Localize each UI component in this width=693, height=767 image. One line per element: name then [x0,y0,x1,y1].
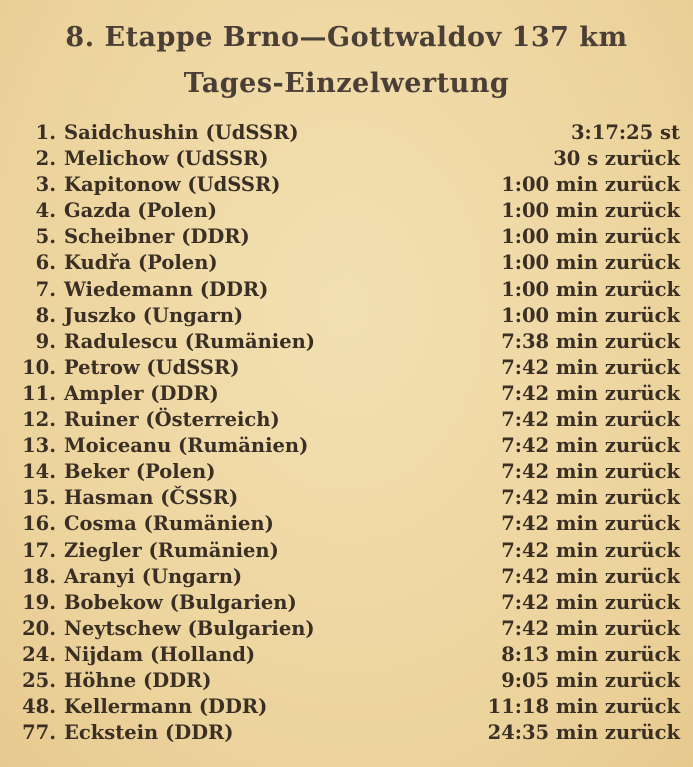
time-gap: 1:00 min zurück [501,199,680,223]
list-item [20,355,680,381]
time-gap: 11:18 min zurück [487,695,680,719]
rider-name: Kudřa (Polen) [64,251,218,275]
rank-number: 19. [22,590,56,614]
page-title: 8. Etappe Brno—Gottwaldov 137 km [65,22,628,53]
list-item [20,694,680,720]
list-item [20,642,680,668]
time-gap: 1:00 min zurück [501,173,680,197]
list-item [20,303,680,329]
list-item [20,329,680,355]
rider-name: Radulescu (Rumänien) [64,329,316,353]
rider-name: Neytschew (Bulgarien) [64,616,315,640]
rank-number: 18. [22,564,56,588]
time-gap: 30 s zurück [553,147,680,171]
time-gap: 9:05 min zurück [501,668,680,692]
rider-name: Saidchushin (UdSSR) [64,121,299,144]
list-item [20,250,680,276]
list-item [20,459,680,485]
rank-number: 17. [22,538,56,562]
rank-number: 9. [35,329,56,353]
rank-number: 7. [35,277,56,301]
rank-number: 14. [22,460,56,484]
rider-name: Aranyi (Ungarn) [64,564,243,588]
time-gap: 7:42 min zurück [501,564,680,588]
rank-number: 48. [22,695,56,719]
rider-name: Eckstein (DDR) [64,721,234,745]
time-gap: 1:00 min zurück [501,303,680,327]
list-item [20,720,680,746]
time-gap: 7:42 min zurück [501,460,680,484]
time-gap: 7:42 min zurück [501,434,680,458]
list-item [20,381,680,407]
rank-number: 1. [35,121,56,144]
rider-name: Höhne (DDR) [64,668,212,692]
rank-number: 16. [22,512,56,536]
time-gap: 7:42 min zurück [501,590,680,614]
time-gap: 7:42 min zurück [501,538,680,562]
time-gap: 24:35 min zurück [487,721,680,745]
rider-name: Kapitonow (UdSSR) [64,173,281,197]
rank-number: 10. [22,355,56,379]
rider-name: Scheibner (DDR) [64,225,250,249]
list-item [20,120,680,146]
rank-number: 77. [22,721,56,745]
rank-number: 8. [35,303,56,327]
time-gap: 3:17:25 st [570,121,680,144]
rank-number: 13. [22,434,56,458]
list-item [20,433,680,459]
rider-name: Nijdam (Holland) [64,642,256,666]
page-subtitle: Tages-Einzelwertung [183,68,510,99]
rider-name: Hasman (ČSSR) [64,486,239,510]
time-gap: 7:42 min zurück [501,408,680,432]
list-item [20,198,680,224]
rank-number: 6. [35,251,56,275]
results-list [20,120,680,746]
rank-number: 25. [22,668,56,692]
list-item [20,407,680,433]
list-item [20,224,680,250]
rider-name: Ruiner (Österreich) [64,408,280,432]
time-gap: 7:38 min zurück [501,329,680,353]
rider-name: Bobekow (Bulgarien) [64,590,297,614]
list-item [20,616,680,642]
list-item [20,538,680,564]
list-item [20,146,680,172]
rank-number: 4. [35,199,56,223]
time-gap: 1:00 min zurück [501,277,680,301]
time-gap: 7:42 min zurück [501,381,680,405]
rank-number: 15. [22,486,56,510]
rider-name: Ziegler (Rumänien) [64,538,279,562]
rank-number: 3. [35,173,56,197]
rider-name: Ampler (DDR) [64,381,219,405]
rider-name: Juszko (Ungarn) [64,303,244,327]
list-item [20,564,680,590]
rank-number: 2. [35,147,56,171]
rider-name: Petrow (UdSSR) [64,355,240,379]
rider-name: Moiceanu (Rumänien) [64,434,309,458]
list-item [20,277,680,303]
rank-number: 5. [35,225,56,249]
rider-name: Wiedemann (DDR) [64,277,269,301]
rank-number: 11. [22,381,56,405]
list-item [20,590,680,616]
rider-name: Cosma (Rumänien) [64,512,274,536]
list-item [20,485,680,511]
rider-name: Gazda (Polen) [64,199,218,223]
time-gap: 1:00 min zurück [501,225,680,249]
rider-name: Melichow (UdSSR) [64,147,269,171]
time-gap: 7:42 min zurück [501,486,680,510]
list-item [20,511,680,537]
time-gap: 7:42 min zurück [501,616,680,640]
time-gap: 1:00 min zurück [501,251,680,275]
rider-name: Beker (Polen) [64,460,216,484]
list-item [20,668,680,694]
list-item [20,172,680,198]
rider-name: Kellermann (DDR) [64,695,268,719]
rank-number: 12. [22,408,56,432]
rank-number: 24. [22,642,56,666]
time-gap: 7:42 min zurück [501,512,680,536]
time-gap: 7:42 min zurück [501,355,680,379]
rank-number: 20. [22,616,56,640]
time-gap: 8:13 min zurück [501,642,680,666]
